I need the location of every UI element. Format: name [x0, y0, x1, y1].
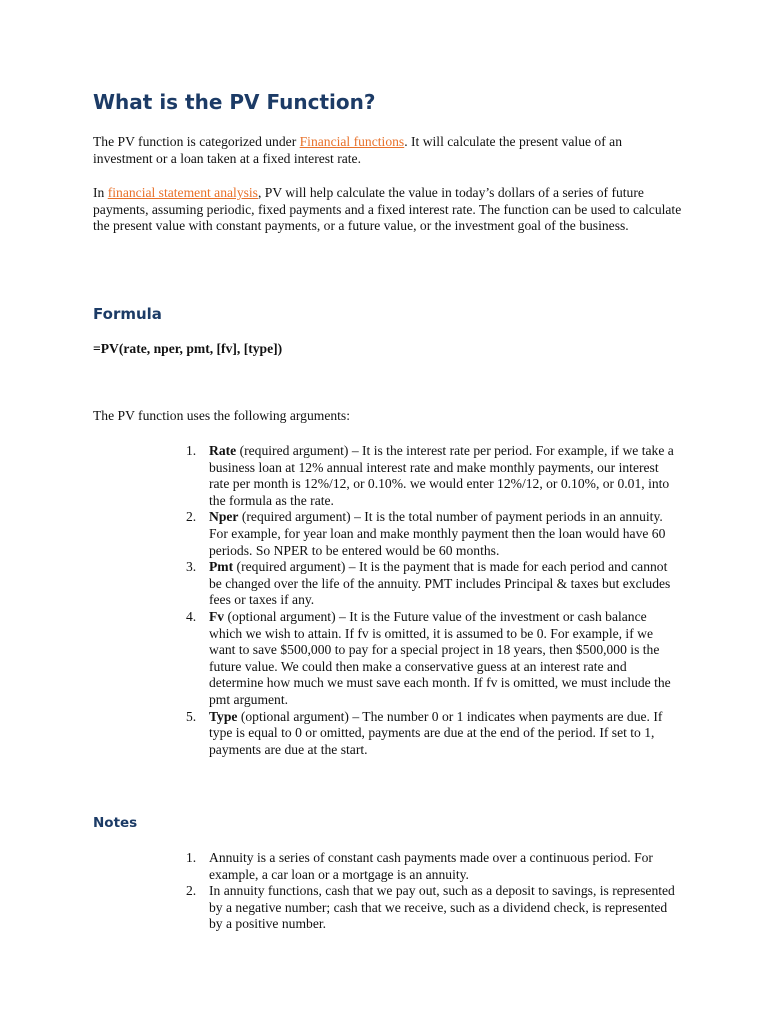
argument-description: (optional argument) – It is the Future value of the investment or cash balance which we wish to attain. If fv is omitted, it is assumed to be 0. For example, if we want to save $500,000 to pay for a special project in 18 years, then $500,000 is the future value. We could then make a conservative guess at an interest rate and determine how much we must save each month. If fv is omitted, we must include the pmt argument.	[209, 608, 671, 707]
list-number: 5.	[186, 708, 197, 724]
intro-paragraph	[93, 134, 683, 167]
argument-description: (required argument) – It is the interest rate per period. For example, if we take a business loan at 12% annual interest rate and make monthly payments, our interest rate per month is 12%/12, or 0.10%. we would enter 12%/12, or 0.10%, or 0.01, into the formula as the rate.	[209, 443, 674, 508]
page-title: What is the PV Function?	[93, 90, 376, 114]
list-number: 3.	[186, 559, 197, 575]
list-number: 1.	[186, 443, 197, 458]
arguments-intro: The PV function uses the following arguments:	[93, 408, 350, 423]
list-number: 4.	[186, 608, 197, 624]
financial-statement-analysis-link[interactable]: financial statement analysis	[107, 185, 258, 200]
argument-term: Nper	[209, 509, 239, 525]
argument-term: Type	[209, 708, 238, 724]
argument-item-rate	[184, 443, 676, 509]
formula-heading: Formula	[93, 305, 162, 323]
note-item	[184, 883, 676, 933]
financial-functions-link[interactable]: Financial functions	[299, 134, 405, 149]
list-number: 1.	[186, 850, 197, 865]
list-number: 2.	[186, 883, 197, 899]
note-item	[184, 850, 676, 883]
analysis-text-start: In	[93, 185, 108, 200]
argument-item-nper	[184, 509, 676, 559]
argument-term: Pmt	[209, 559, 234, 575]
intro-text-end: . It will calculate the present value of an investment or a loan taken at a fixed interest rate.	[93, 134, 622, 166]
argument-term: Fv	[209, 608, 225, 624]
arguments-list	[184, 443, 676, 758]
argument-item-type	[184, 709, 676, 759]
note-text: In annuity functions, cash that we pay out, such as a deposit to savings, is represented by a negative number; cash that we receive, such as a dividend check, is represented by a positive number.	[209, 883, 675, 932]
argument-description: (required argument) – It is the payment that is made for each period and cannot be changed over the life of the annuity. PMT includes Principal & taxes but excludes fees or taxes if any.	[209, 559, 671, 608]
argument-item-fv	[184, 609, 676, 709]
argument-description: (optional argument) – The number 0 or 1 indicates when payments are due. If type is equal to 0 or omitted, payments are due at the end of the period. If set to 1, payments are due at the start.	[209, 708, 663, 757]
analysis-paragraph	[93, 185, 683, 235]
intro-text-start: The PV function is categorized under	[93, 134, 300, 149]
analysis-text-end: , PV will help calculate the value in today’s dollars of a series of future payments, assuming periodic, fixed payments and a fixed interest rate. The function can be used to calculate the present value with constant payments, or a future value, or the investment goal of the business.	[93, 185, 682, 234]
notes-heading: Notes	[93, 815, 138, 831]
notes-list	[184, 850, 676, 933]
argument-term: Rate	[209, 443, 237, 458]
argument-description: (required argument) – It is the total number of payment periods in an annuity. For example, for year loan and make monthly payment then the loan would have 60 periods. So NPER to be entered would be 60 months.	[209, 509, 666, 558]
list-number: 2.	[186, 509, 197, 525]
note-text: Annuity is a series of constant cash payments made over a continuous period. For example, a car loan or a mortgage is an annuity.	[209, 850, 653, 882]
argument-item-pmt	[184, 559, 676, 609]
formula-syntax: =PV(rate, nper, pmt, [fv], [type])	[93, 341, 283, 356]
